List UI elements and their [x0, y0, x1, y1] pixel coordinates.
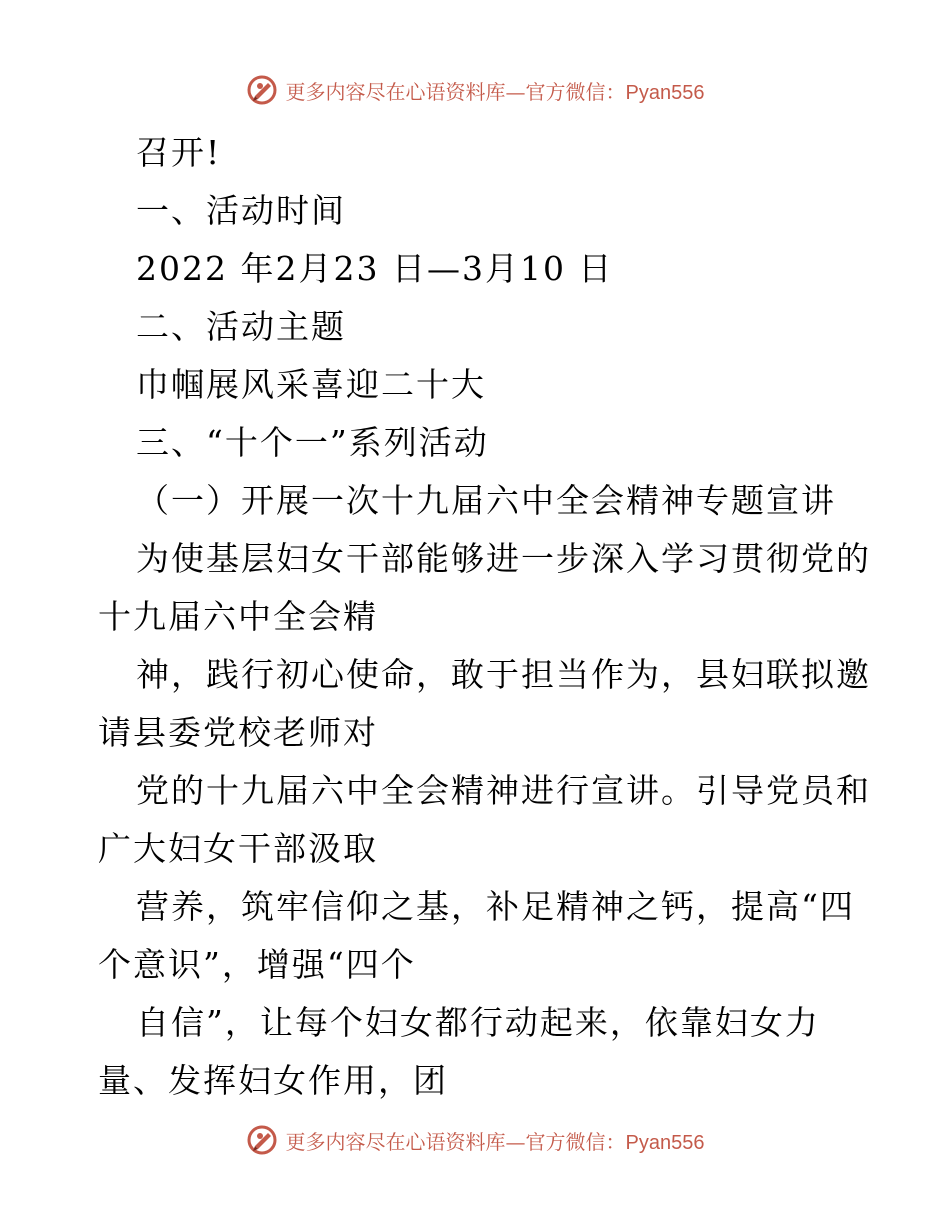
text-line-theme: 巾帼展风采喜迎二十大	[136, 365, 486, 404]
text-line: 自信”，让每个妇女都行动起来，依靠妇女力	[136, 1003, 820, 1042]
text-line: 广大妇女干部汲取	[98, 829, 378, 868]
footer-watermark	[0, 1120, 950, 1160]
section-heading-activities: 三、“十个一”系列活动	[136, 423, 489, 462]
watermark-text: 更多内容尽在心语资料库—官方微信：Pyan556	[285, 79, 705, 104]
text-line: 营养，筑牢信仰之基，补足精神之钙，提高“四	[136, 887, 855, 926]
text-line: 量、发挥妇女作用，团	[98, 1061, 448, 1100]
text-line: 神，践行初心使命，敢于担当作为，县妇联拟邀	[136, 655, 871, 694]
document-body	[98, 124, 871, 1110]
text-line: 十九届六中全会精	[98, 597, 378, 636]
watermark-wechat-id: Pyan556	[625, 81, 705, 104]
text-line: 召开!	[136, 133, 222, 172]
subsection-heading: （一）开展一次十九届六中全会精神专题宣讲	[136, 481, 836, 520]
text-line: 为使基层妇女干部能够进一步深入学习贯彻党的	[136, 539, 871, 578]
watermark-wechat-id: Pyan556	[625, 1131, 705, 1154]
text-line: 党的十九届六中全会精神进行宣讲。引导党员和	[136, 771, 871, 810]
text-line: 请县委党校老师对	[98, 713, 378, 752]
section-heading-theme: 二、活动主题	[136, 307, 346, 346]
brand-logo-icon	[246, 1124, 278, 1156]
text-line: 个意识”，增强“四个	[98, 945, 416, 984]
text-line-dates: 2022 年2月23 日—3月10 日	[136, 249, 614, 288]
section-heading-time: 一、活动时间	[136, 191, 346, 230]
brand-logo-icon	[246, 74, 278, 106]
watermark-text: 更多内容尽在心语资料库—官方微信：Pyan556	[285, 1129, 705, 1154]
header-watermark	[0, 70, 950, 110]
